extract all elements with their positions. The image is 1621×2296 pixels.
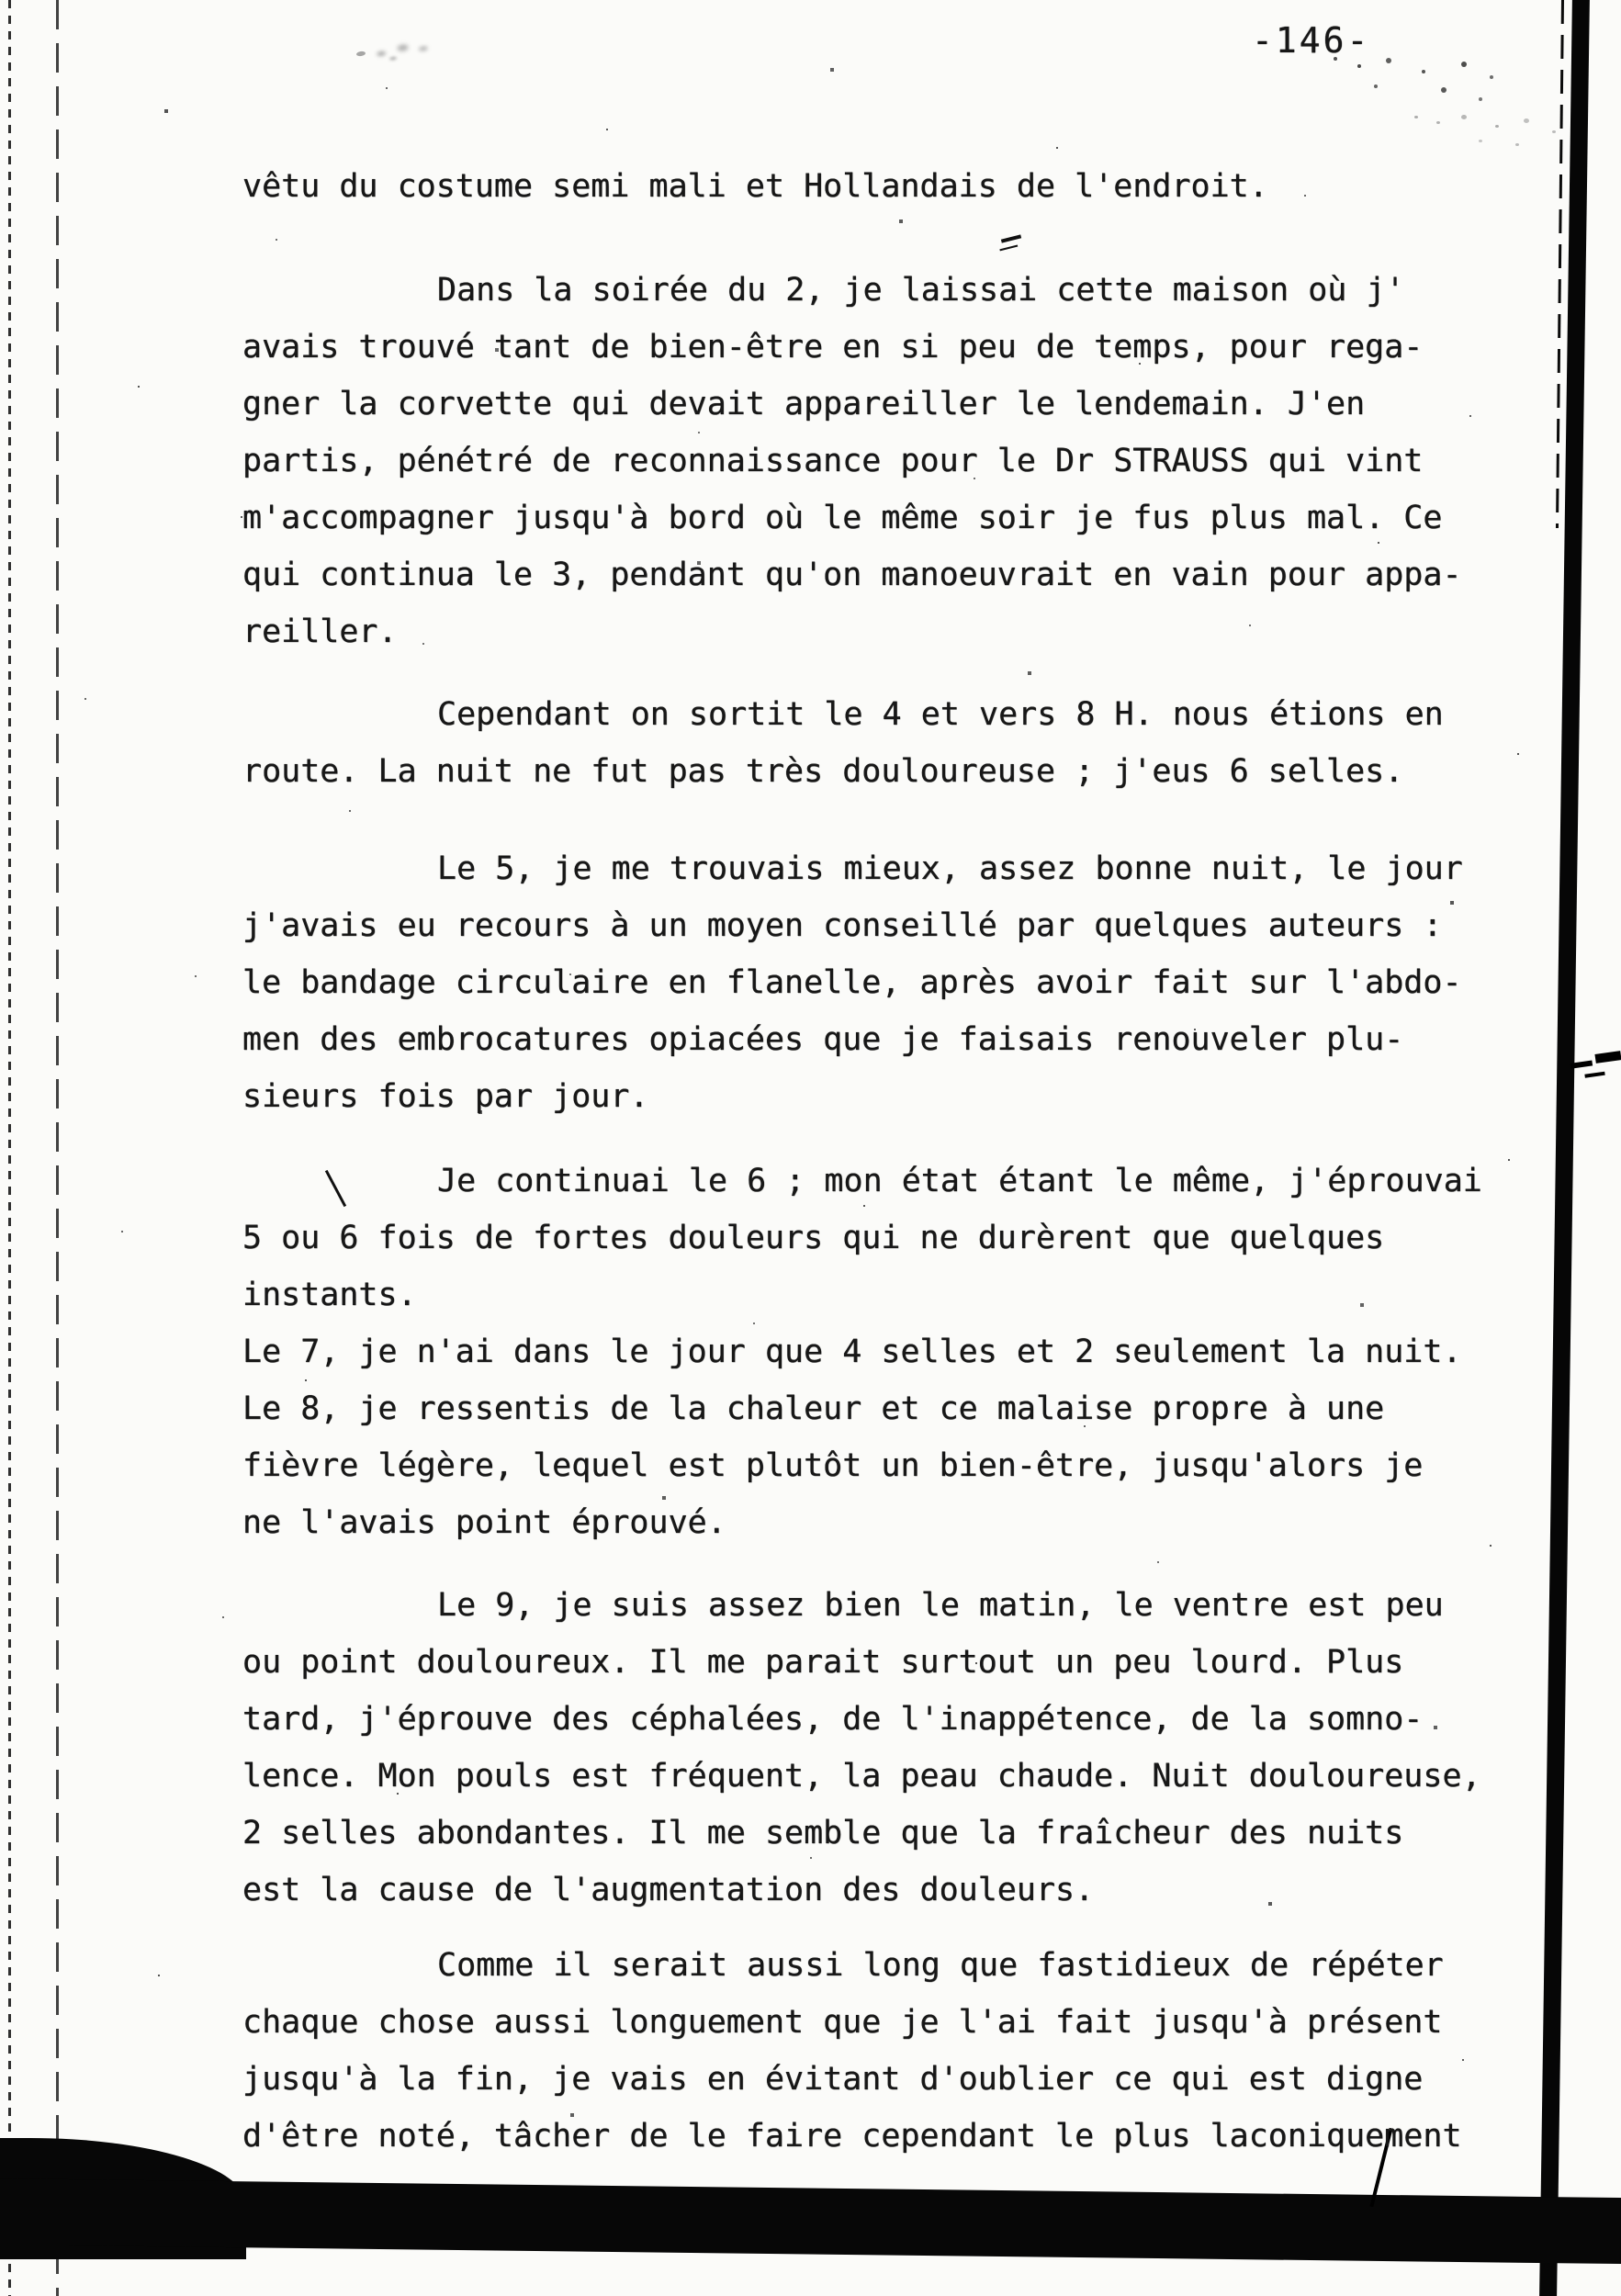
text-line: route. La nuit ne fut pas très douloureuse ; j'eus 6 selles. xyxy=(242,753,1404,790)
text-line: avais trouvé tant de bien-être en si peu de temps, pour rega- xyxy=(242,329,1424,366)
text-line: Cependant on sortit le 4 et vers 8 H. nous étions en xyxy=(437,696,1444,733)
text-line: m'accompagner jusqu'à bord où le même soir je fus plus mal. Ce xyxy=(242,500,1443,536)
text-line: chaque chose aussi longuement que je l'ai fait jusqu'à présent xyxy=(242,2004,1443,2041)
text-line: Je continuai le 6 ; mon état étant le même, j'éprouvai xyxy=(437,1163,1482,1199)
text-line: sieurs fois par jour. xyxy=(242,1078,649,1115)
text-line: Le 7, je n'ai dans le jour que 4 selles et 2 seulement la nuit. xyxy=(242,1334,1462,1370)
paragraph xyxy=(242,262,1510,660)
text-line: le bandage circulaire en flanelle, après avoir fait sur l'abdo- xyxy=(242,964,1462,1001)
text-line: men des embrocatures opiacées que je faisais renouveler plu- xyxy=(242,1021,1404,1058)
text-line: d'être noté, tâcher de le faire cependant le plus laconiquement xyxy=(242,2118,1462,2155)
text-line: vêtu du costume semi mali et Hollandais de l'endroit. xyxy=(242,168,1268,205)
paragraph xyxy=(242,1577,1510,1919)
paragraph xyxy=(242,840,1510,1125)
text-line: tard, j'éprouve des céphalées, de l'inappétence, de la somno- xyxy=(242,1701,1424,1738)
text-line: Dans la soirée du 2, je laissai cette maison où j' xyxy=(437,272,1405,309)
text-line: jusqu'à la fin, je vais en évitant d'oublier ce qui est digne xyxy=(242,2061,1424,2098)
text-line: ne l'avais point éprouvé. xyxy=(242,1504,726,1541)
paragraph xyxy=(242,1937,1510,2165)
text-line: Le 5, je me trouvais mieux, assez bonne nuit, le jour xyxy=(437,850,1463,887)
text-line: ou point douloureux. Il me parait surtout un peu lourd. Plus xyxy=(242,1644,1404,1681)
text-line: lence. Mon pouls est fréquent, la peau chaude. Nuit douloureuse, xyxy=(242,1758,1481,1795)
text-line: Comme il serait aussi long que fastidieux de répéter xyxy=(437,1947,1444,1984)
text-line: 5 ou 6 fois de fortes douleurs qui ne durèrent que quelques xyxy=(242,1220,1385,1256)
text-line: 2 selles abondantes. Il me semble que la fraîcheur des nuits xyxy=(242,1815,1404,1851)
paragraph xyxy=(242,686,1510,800)
text-line: partis, pénétré de reconnaissance pour le Dr STRAUSS qui vint xyxy=(242,443,1424,479)
text-line: instants. xyxy=(242,1277,417,1313)
text-line: Le 9, je suis assez bien le matin, le ventre est peu xyxy=(437,1587,1444,1624)
text-line: gner la corvette qui devait appareiller le lendemain. J'en xyxy=(242,386,1366,422)
text-line: reiller. xyxy=(242,613,398,650)
text-line: Le 8, je ressentis de la chaleur et ce malaise propre à une xyxy=(242,1390,1385,1427)
text-line: est la cause de l'augmentation des douleurs. xyxy=(242,1872,1095,1908)
paragraph xyxy=(242,1153,1510,1551)
text-line: j'avais eu recours à un moyen conseillé par quelques auteurs : xyxy=(242,907,1443,944)
page-number: -146- xyxy=(1252,20,1371,61)
text-line: fièvre légère, lequel est plutôt un bien-être, jusqu'alors je xyxy=(242,1447,1424,1484)
text-line: qui continua le 3, pendant qu'on manoeuvrait en vain pour appa- xyxy=(242,557,1462,593)
paragraph xyxy=(242,158,1510,215)
